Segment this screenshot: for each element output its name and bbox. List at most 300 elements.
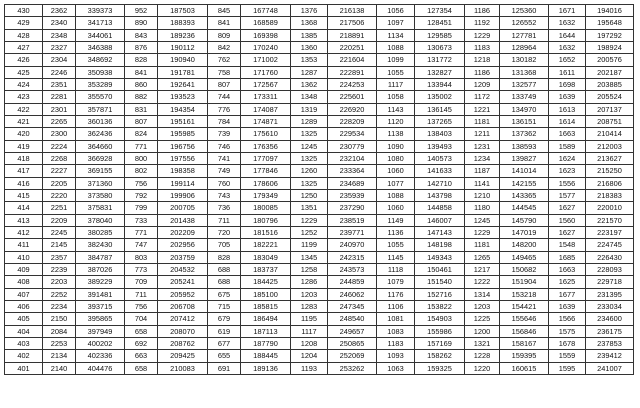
table-cell: 1186 [465, 5, 500, 17]
table-cell: 159395 [500, 350, 549, 362]
table-cell: 429 [5, 17, 43, 29]
table-cell: 1181 [465, 239, 500, 251]
table-cell: 1149 [377, 214, 415, 226]
table-row [5, 325, 634, 337]
table-cell: 691 [208, 362, 241, 374]
table-cell: 1639 [549, 300, 586, 312]
table-cell: 1222 [465, 276, 500, 288]
data-table [4, 4, 634, 375]
table-cell: 206708 [158, 300, 208, 312]
table-cell: 1118 [377, 263, 415, 275]
table-cell: 1183 [465, 41, 500, 53]
table-cell: 860 [125, 78, 158, 90]
table-cell: 183737 [241, 263, 291, 275]
table-row [5, 362, 634, 374]
table-cell: 127781 [500, 29, 549, 41]
table-cell: 237853 [586, 337, 634, 349]
table-cell: 133944 [415, 78, 465, 90]
table-cell: 430 [5, 5, 43, 17]
table-cell: 175610 [241, 128, 291, 140]
table-cell: 177846 [241, 165, 291, 177]
table-cell: 387026 [76, 263, 125, 275]
table-cell: 139493 [415, 140, 465, 152]
table-cell: 739 [208, 128, 241, 140]
table-cell: 241007 [586, 362, 634, 374]
table-cell: 792 [125, 189, 158, 201]
table-cell: 132827 [415, 66, 465, 78]
table-cell: 220251 [328, 41, 377, 53]
table-cell: 1106 [377, 300, 415, 312]
table-cell: 348692 [76, 54, 125, 66]
table-cell: 2251 [43, 202, 76, 214]
table-cell: 1117 [291, 325, 328, 337]
table-cell: 1141 [465, 177, 500, 189]
table-cell: 1220 [465, 362, 500, 374]
table-cell: 2220 [43, 189, 76, 201]
table-cell: 619 [208, 325, 241, 337]
table-cell: 139827 [500, 152, 549, 164]
table-cell: 131772 [415, 54, 465, 66]
table-cell: 1353 [291, 54, 328, 66]
table-cell: 1556 [549, 177, 586, 189]
table-cell: 711 [208, 214, 241, 226]
table-cell: 216806 [586, 177, 634, 189]
table-row [5, 226, 634, 238]
table-cell: 1204 [291, 350, 328, 362]
table-cell: 1088 [377, 189, 415, 201]
table-cell: 1138 [377, 128, 415, 140]
table-cell: 1319 [291, 103, 328, 115]
table-cell: 188445 [241, 350, 291, 362]
table-cell: 1698 [549, 78, 586, 90]
table-cell: 195161 [158, 115, 208, 127]
table-cell: 1079 [377, 276, 415, 288]
table-cell: 411 [5, 239, 43, 251]
table-cell: 1575 [549, 325, 586, 337]
table-cell: 200705 [158, 202, 208, 214]
table-cell: 2140 [43, 362, 76, 374]
table-cell: 2084 [43, 325, 76, 337]
table-cell: 1192 [465, 17, 500, 29]
table-cell: 149465 [500, 251, 549, 263]
table-cell: 1613 [549, 103, 586, 115]
table-cell: 176356 [241, 140, 291, 152]
table-row [5, 202, 634, 214]
table-cell: 205241 [158, 276, 208, 288]
table-cell: 1088 [377, 41, 415, 53]
table-cell: 2327 [43, 41, 76, 53]
table-cell: 1181 [465, 115, 500, 127]
table-cell: 1120 [377, 115, 415, 127]
table-cell: 232104 [328, 152, 377, 164]
table-cell: 350938 [76, 66, 125, 78]
table-cell: 224253 [328, 78, 377, 90]
table-cell: 428 [5, 29, 43, 41]
table-cell: 1143 [377, 103, 415, 115]
table-row [5, 177, 634, 189]
table-row [5, 115, 634, 127]
table-cell: 1077 [377, 177, 415, 189]
table-cell: 380285 [76, 226, 125, 238]
table-cell: 1611 [549, 66, 586, 78]
table-cell: 1183 [377, 337, 415, 349]
table-cell: 366928 [76, 152, 125, 164]
table-cell: 402336 [76, 350, 125, 362]
table-cell: 198924 [586, 41, 634, 53]
table-cell: 138403 [415, 128, 465, 140]
table-cell: 1287 [291, 66, 328, 78]
table-cell: 154903 [415, 313, 465, 325]
table-cell: 177097 [241, 152, 291, 164]
table-cell: 762 [208, 54, 241, 66]
table-cell: 1210 [465, 189, 500, 201]
table-cell: 146007 [415, 214, 465, 226]
table-cell: 133749 [500, 91, 549, 103]
table-cell: 194354 [158, 103, 208, 115]
table-cell: 197292 [586, 29, 634, 41]
table-cell: 807 [125, 115, 158, 127]
table-cell: 799 [125, 202, 158, 214]
table-row [5, 313, 634, 325]
table-cell: 1639 [549, 91, 586, 103]
table-cell: 136145 [415, 103, 465, 115]
table-cell: 2357 [43, 251, 76, 263]
table-cell: 1678 [549, 337, 586, 349]
table-cell: 130182 [500, 54, 549, 66]
table-cell: 157169 [415, 337, 465, 349]
table-cell: 679 [208, 313, 241, 325]
table-cell: 704 [125, 313, 158, 325]
table-cell: 147143 [415, 226, 465, 238]
table-cell: 253262 [328, 362, 377, 374]
table-cell: 1632 [549, 17, 586, 29]
table-cell: 2265 [43, 115, 76, 127]
table-cell: 184425 [241, 276, 291, 288]
table-cell: 741 [208, 152, 241, 164]
table-cell: 414 [5, 202, 43, 214]
table-cell: 235939 [328, 189, 377, 201]
table-cell: 228093 [586, 263, 634, 275]
table-cell: 234600 [586, 313, 634, 325]
table-cell: 246062 [328, 288, 377, 300]
table-cell: 210083 [158, 362, 208, 374]
table-cell: 1200 [465, 325, 500, 337]
table-cell: 408 [5, 276, 43, 288]
table-cell: 1258 [291, 263, 328, 275]
table-cell: 152716 [415, 288, 465, 300]
table-cell: 1081 [377, 313, 415, 325]
table-cell: 171760 [241, 66, 291, 78]
table-cell: 248540 [328, 313, 377, 325]
table-cell: 156846 [500, 325, 549, 337]
table-cell: 1663 [549, 128, 586, 140]
table-cell: 194016 [586, 5, 634, 17]
table-cell: 145790 [500, 214, 549, 226]
table-cell: 384787 [76, 251, 125, 263]
table-cell: 424 [5, 78, 43, 90]
table-cell: 171002 [241, 54, 291, 66]
table-cell: 187790 [241, 337, 291, 349]
table-cell: 1083 [377, 325, 415, 337]
table-cell: 364660 [76, 140, 125, 152]
table-cell: 1060 [377, 202, 415, 214]
table-cell: 401 [5, 362, 43, 374]
table-cell: 1234 [465, 152, 500, 164]
table-cell: 353289 [76, 78, 125, 90]
table-cell: 2340 [43, 17, 76, 29]
table-cell: 2281 [43, 91, 76, 103]
table-cell: 231395 [586, 288, 634, 300]
table-cell: 149343 [415, 251, 465, 263]
table-cell: 210414 [586, 128, 634, 140]
table-cell: 688 [208, 276, 241, 288]
table-cell: 218383 [586, 189, 634, 201]
table-cell: 373580 [76, 189, 125, 201]
table-cell: 137265 [415, 115, 465, 127]
table-cell: 1203 [291, 288, 328, 300]
table-cell: 244859 [328, 276, 377, 288]
table-cell: 236175 [586, 325, 634, 337]
table-cell: 1560 [549, 214, 586, 226]
table-cell: 1548 [549, 239, 586, 251]
table-cell: 1623 [549, 165, 586, 177]
table-cell: 193523 [158, 91, 208, 103]
table-cell: 426 [5, 54, 43, 66]
table-cell: 1595 [549, 362, 586, 374]
table-cell: 407 [5, 288, 43, 300]
table-cell: 406 [5, 300, 43, 312]
table-cell: 375831 [76, 202, 125, 214]
table-cell: 167748 [241, 5, 291, 17]
table-cell: 151540 [415, 276, 465, 288]
table-cell: 221570 [586, 214, 634, 226]
table-cell: 422 [5, 103, 43, 115]
table-cell: 658 [125, 325, 158, 337]
table-cell: 890 [125, 17, 158, 29]
table-cell: 140573 [415, 152, 465, 164]
table-cell: 378040 [76, 214, 125, 226]
table-cell: 1145 [377, 251, 415, 263]
table-cell: 807 [208, 78, 241, 90]
table-cell: 243573 [328, 263, 377, 275]
table-cell: 195648 [586, 17, 634, 29]
table-cell: 425 [5, 66, 43, 78]
table-cell: 178606 [241, 177, 291, 189]
table-cell: 655 [208, 350, 241, 362]
table-row [5, 263, 634, 275]
table-cell: 174871 [241, 115, 291, 127]
table-cell: 1314 [465, 288, 500, 300]
table-cell: 182221 [241, 239, 291, 251]
table-cell: 2348 [43, 29, 76, 41]
table-cell: 1566 [549, 313, 586, 325]
table-cell: 141633 [415, 165, 465, 177]
table-cell: 170240 [241, 41, 291, 53]
table-cell: 2209 [43, 214, 76, 226]
table-cell: 1099 [377, 54, 415, 66]
table-cell: 1325 [291, 152, 328, 164]
table-cell: 404 [5, 325, 43, 337]
table-row [5, 54, 634, 66]
table-cell: 771 [125, 226, 158, 238]
table-cell: 205952 [158, 288, 208, 300]
table-cell: 217506 [328, 17, 377, 29]
table-cell: 952 [125, 5, 158, 17]
table-cell: 218891 [328, 29, 377, 41]
table-cell: 339373 [76, 5, 125, 17]
table-cell: 213627 [586, 152, 634, 164]
table-cell: 1176 [377, 288, 415, 300]
table-row [5, 165, 634, 177]
table-cell: 2253 [43, 337, 76, 349]
table-cell: 355570 [76, 91, 125, 103]
table-cell: 711 [125, 288, 158, 300]
table-cell: 369155 [76, 165, 125, 177]
table-row [5, 78, 634, 90]
table-cell: 128964 [500, 41, 549, 53]
table-cell: 150682 [500, 263, 549, 275]
table-cell: 237290 [328, 202, 377, 214]
table-cell: 1217 [465, 263, 500, 275]
table-cell: 1063 [377, 362, 415, 374]
table-cell: 831 [125, 103, 158, 115]
table-cell: 809 [208, 29, 241, 41]
table-cell: 842 [208, 41, 241, 53]
table-cell: 771 [125, 140, 158, 152]
table-cell: 1627 [549, 226, 586, 238]
table-cell: 147019 [500, 226, 549, 238]
table-row [5, 288, 634, 300]
table-cell: 158167 [500, 337, 549, 349]
table-cell: 1090 [377, 140, 415, 152]
table-cell: 1055 [377, 66, 415, 78]
table-cell: 800 [125, 152, 158, 164]
table-cell: 402 [5, 350, 43, 362]
table-cell: 1187 [465, 165, 500, 177]
table-cell: 173311 [241, 91, 291, 103]
table-cell: 1193 [291, 362, 328, 374]
table-cell: 1229 [291, 214, 328, 226]
table-cell: 223197 [586, 226, 634, 238]
table-cell: 882 [125, 91, 158, 103]
table-row [5, 189, 634, 201]
table-cell: 1097 [377, 17, 415, 29]
table-cell: 828 [208, 251, 241, 263]
table-cell: 776 [208, 103, 241, 115]
table-row [5, 214, 634, 226]
table-cell: 2252 [43, 288, 76, 300]
table-cell: 773 [125, 263, 158, 275]
table-cell: 341713 [76, 17, 125, 29]
table-cell: 169398 [241, 29, 291, 41]
table-row [5, 41, 634, 53]
table-cell: 824 [125, 128, 158, 140]
table-cell: 186494 [241, 313, 291, 325]
table-cell: 1685 [549, 251, 586, 263]
table-cell: 1624 [549, 152, 586, 164]
table-cell: 692 [125, 337, 158, 349]
table-cell: 155646 [500, 313, 549, 325]
table-cell: 154421 [500, 300, 549, 312]
table-cell: 419 [5, 140, 43, 152]
table-cell: 412 [5, 226, 43, 238]
table-cell: 675 [208, 288, 241, 300]
table-cell: 1245 [465, 214, 500, 226]
table-cell: 197556 [158, 152, 208, 164]
table-cell: 1093 [377, 350, 415, 362]
table-cell: 418 [5, 152, 43, 164]
table-row [5, 91, 634, 103]
table-cell: 228209 [328, 115, 377, 127]
table-cell: 2205 [43, 177, 76, 189]
table-row [5, 17, 634, 29]
table-cell: 1614 [549, 115, 586, 127]
table-cell: 188393 [158, 17, 208, 29]
table-row [5, 152, 634, 164]
table-cell: 1260 [291, 165, 328, 177]
table-cell: 1211 [465, 128, 500, 140]
table-cell: 226430 [586, 251, 634, 263]
table-cell: 1134 [377, 29, 415, 41]
table-cell: 195985 [158, 128, 208, 140]
table-cell: 1625 [549, 276, 586, 288]
table-cell: 1199 [291, 239, 328, 251]
table-cell: 1225 [465, 313, 500, 325]
table-cell: 1172 [465, 91, 500, 103]
table-cell: 131368 [500, 66, 549, 78]
table-cell: 138593 [500, 140, 549, 152]
table-cell: 216138 [328, 5, 377, 17]
table-cell: 127354 [415, 5, 465, 17]
table-cell: 2300 [43, 128, 76, 140]
table-cell: 404476 [76, 362, 125, 374]
table-cell: 415 [5, 189, 43, 201]
table-cell: 187503 [158, 5, 208, 17]
table-cell: 1627 [549, 202, 586, 214]
table-cell: 1345 [291, 251, 328, 263]
table-cell: 1221 [465, 103, 500, 115]
table-cell: 143365 [500, 189, 549, 201]
table-cell: 1677 [549, 288, 586, 300]
table-cell: 417 [5, 165, 43, 177]
table-cell: 828 [125, 54, 158, 66]
table-cell: 1589 [549, 140, 586, 152]
table-cell: 134970 [500, 103, 549, 115]
table-cell: 1229 [465, 29, 500, 41]
table-cell: 344061 [76, 29, 125, 41]
table-cell: 250865 [328, 337, 377, 349]
table-cell: 1055 [377, 239, 415, 251]
table-cell: 1671 [549, 5, 586, 17]
table-cell: 1180 [465, 202, 500, 214]
table-cell: 2351 [43, 78, 76, 90]
table-cell: 155986 [415, 325, 465, 337]
table-cell: 239771 [328, 226, 377, 238]
table-cell: 1117 [377, 78, 415, 90]
table-cell: 153822 [415, 300, 465, 312]
table-cell: 135002 [415, 91, 465, 103]
table-cell: 1060 [377, 165, 415, 177]
table-cell: 420 [5, 128, 43, 140]
table-cell: 168589 [241, 17, 291, 29]
table-cell: 409 [5, 263, 43, 275]
table-cell: 395865 [76, 313, 125, 325]
table-cell: 1218 [465, 54, 500, 66]
table-cell: 758 [208, 66, 241, 78]
table-cell: 205524 [586, 91, 634, 103]
table-cell: 362436 [76, 128, 125, 140]
table-cell: 190940 [158, 54, 208, 66]
